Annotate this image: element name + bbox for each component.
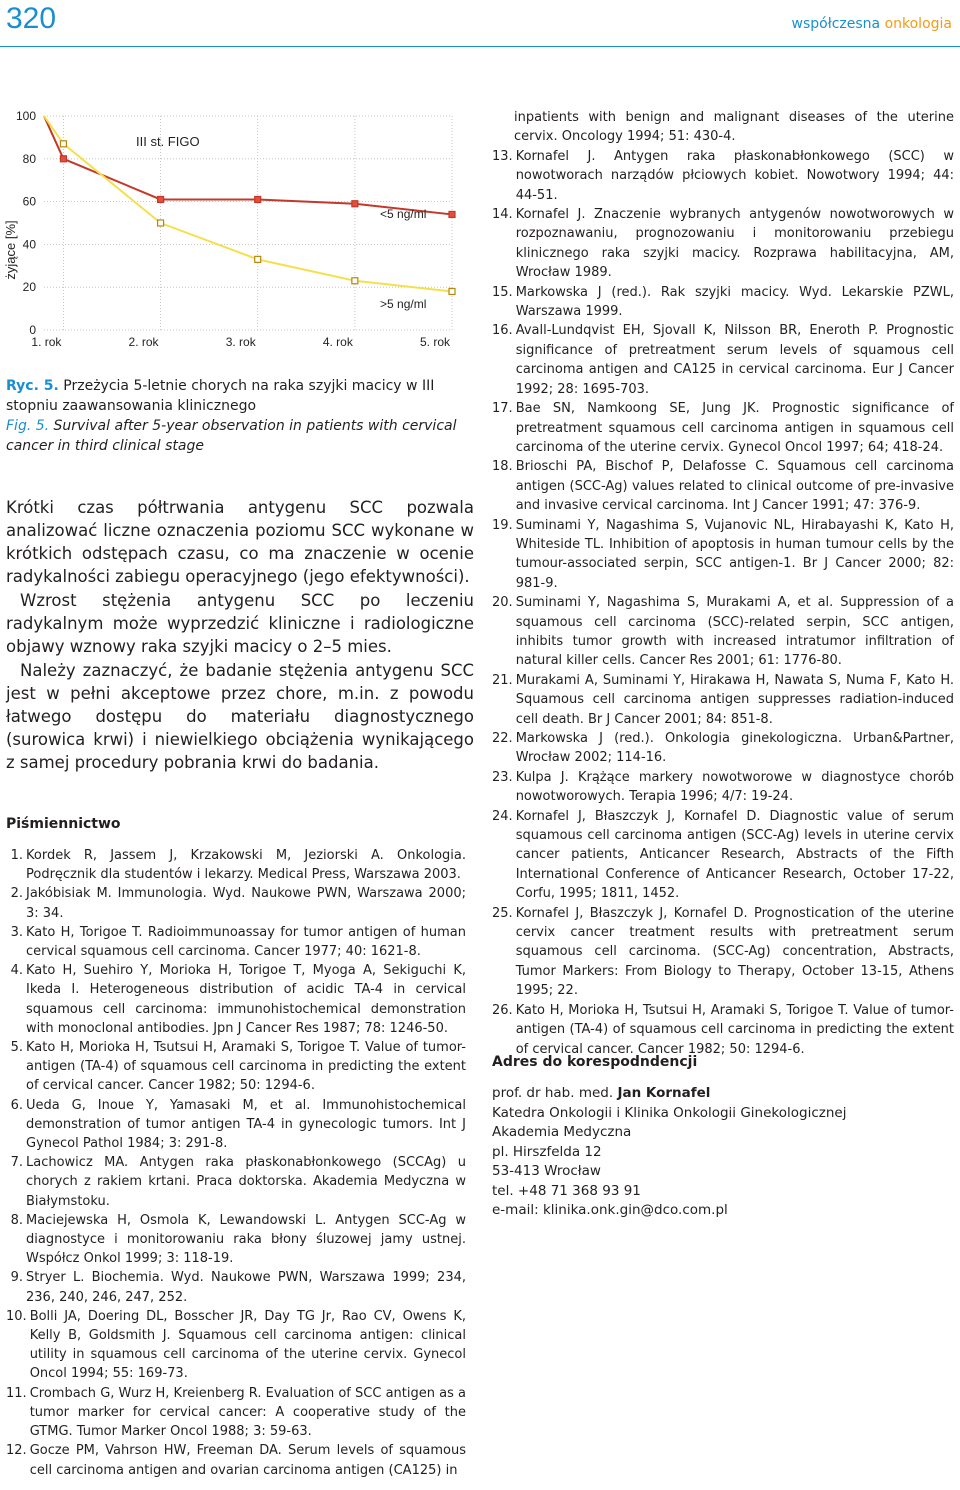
body-text [6, 496, 474, 775]
reference-item [6, 1038, 466, 1096]
journal-title [792, 16, 952, 32]
reference-item [492, 1001, 954, 1059]
reference-text: Kordek R, Jassem J, Krzakowski M, Jeziorski A. Onkologia. Podręcznik dla studentów i lekarzy. Medical Press, Warszawa 2003. [26, 848, 466, 883]
reference-item [492, 516, 954, 594]
reference-item [6, 1211, 466, 1269]
x-tick-label: 4. rok [322, 335, 353, 349]
series-point-1 [352, 278, 358, 284]
x-tick-label: 1. rok [31, 335, 62, 349]
reference-item [6, 1441, 466, 1479]
y-tick-label: 80 [22, 151, 36, 166]
survival-chart [0, 100, 475, 360]
address-line-1: Katedra Onkologii i Klinika Onkologii Ginekologicznej [492, 1104, 847, 1121]
reference-text: Bolli JA, Doering DL, Bosscher JR, Day TG Jr, Rao CV, Owens K, Kelly B, Goldsmith J. Squamous cell carcinoma antigen: clinical utility in squamous cell carcinoma of the uterine cervix. Gynecol Oncol 1994; 55: 169-73. [29, 1308, 466, 1382]
y-tick-label: 40 [22, 237, 36, 252]
reference-number: 22. [492, 731, 513, 746]
reference-item [6, 923, 466, 961]
reference-number: 23. [492, 769, 513, 785]
x-tick-label: 3. rok [225, 335, 256, 349]
reference-number: 1. [10, 848, 23, 863]
series-point-1 [158, 220, 164, 226]
reference-text: Crombach G, Wurz H, Kreienberg R. Evaluation of SCC antigen as a tumor marker for cervical cancer: A cooperative study of the GTMG. Tumor Marker Oncol 1988; 3: 59-63. [29, 1385, 466, 1440]
reference-number: 18. [492, 459, 513, 475]
y-tick-label: 20 [22, 280, 36, 295]
reference-text: Murakami A, Suminami Y, Hirakawa H, Nawata S, Numa F, Kato H. Squamous cell carcinoma antigen suppresses radiation-induced cell death. Br J Cancer 2001; 84: 851-8. [515, 672, 954, 727]
reference-number: 11. [6, 1385, 27, 1401]
reference-text: Markowska J (red.). Onkologia ginekologiczna. Urban&Partner, Wrocław 2002; 114-16. [515, 731, 954, 766]
reference-item [492, 108, 954, 147]
series-point-0 [60, 156, 66, 162]
journal-accent: onkologia [884, 16, 952, 32]
reference-number: 13. [492, 148, 513, 164]
address-email[interactable]: e-mail: klinika.onk.gin@dco.com.pl [492, 1202, 728, 1218]
reference-item [492, 205, 954, 283]
series-line-0 [44, 116, 452, 214]
references-left-column [6, 846, 466, 1480]
address-line-3: pl. Hirszfelda 12 [492, 1143, 602, 1160]
reference-text: Suminami Y, Nagashima S, Vujanovic NL, Hirabayashi K, Kato H, Whiteside TL. Inhibition of apoptosis in human tumour cells by the tumour-associated serpin, SCC antigen-1. Br J Cancer 2000; 82: 981-9. [515, 517, 954, 591]
page-number: 320 [6, 2, 57, 35]
chart-axes [16, 109, 451, 349]
caption-pl-text: Przeżycia 5-letnie chorych na raka szyjki macicy w III stopniu zaawansowania klinicznego [6, 378, 435, 414]
reference-text: inpatients with benign and malignant diseases of the uterine cervix. Oncology 1994; 51: 430-4. [514, 110, 954, 145]
reference-text: Kornafel J, Błaszczyk J, Kornafel D. Diagnostic value of serum squamous cell carcinoma antigen (SCC-Ag) levels in uterine cervix cancer patients, Anticancer Research, Abstracts of the Fifth International Conference of Anticancer Research, October 17-22, Corfu, 1995; 1811, 1452. [515, 808, 954, 902]
reference-text: Kato H, Morioka H, Tsutsui H, Aramaki S, Torigoe T. Value of tumor-antigen (TA-4) of squamous cell carcinoma in predicting the extent of cervical cancer. Cancer 1982; 50: 1294-6. [515, 1002, 954, 1057]
reference-item [6, 1307, 466, 1384]
reference-text: Lachowicz MA. Antygen raka płaskonabłonkowego (SCCAg) u chorych z rakiem krtani. Praca doktorska. Akademia Medyczna w Białymstoku. [26, 1155, 466, 1209]
series-point-1 [255, 256, 261, 262]
y-tick-label: 0 [29, 323, 36, 337]
reference-item [492, 457, 954, 515]
reference-text: Jakóbisiak M. Immunologia. Wyd. Naukowe PWN, Warszawa 2000; 3: 34. [26, 886, 466, 921]
reference-number: 17. [492, 401, 513, 417]
reference-number: 15. [492, 284, 513, 300]
chart-ylabel: żyjące [%] [3, 220, 18, 280]
reference-number: 3. [10, 924, 23, 940]
chart-title: III st. FIGO [136, 134, 200, 149]
reference-item [492, 904, 954, 1001]
reference-item [492, 321, 954, 399]
address-name-line [492, 1084, 952, 1104]
reference-number: 4. [10, 963, 23, 979]
reference-number: 24. [492, 808, 513, 824]
series-line-1 [44, 116, 452, 291]
reference-text: Kato H, Torigoe T. Radioimmunoassay for tumor antigen of human cervical squamous cell carcinoma. Cancer 1977; 40: 1621-8. [26, 924, 466, 960]
reference-item [492, 807, 954, 904]
y-tick-label: 100 [15, 109, 36, 123]
reference-text: Markowska J (red.). Rak szyjki macicy. Wyd. Lekarskie PZWL, Warszawa 1999. [515, 284, 954, 320]
y-tick-label: 60 [22, 194, 36, 209]
body-paragraph-2: Wzrost stężenia antygenu SCC po leczeniu radykalnym może wyprzedzić kliniczne i radiologiczne objawy wznowy raka szyjki macicy o 2–5 mies. [6, 591, 474, 656]
series-point-1 [449, 288, 455, 294]
reference-item [492, 283, 954, 322]
reference-number: 26. [492, 1002, 513, 1018]
reference-item [6, 961, 466, 1038]
series-point-0 [158, 196, 164, 202]
reference-text: Kulpa J. Krążące markery nowotworowe w diagnostyce chorób nowotworowych. Terapia 1996; 4/7: 19-24. [515, 769, 954, 805]
reference-text: Gocze PM, Vahrson HW, Freeman DA. Serum levels of squamous cell carcinoma antigen and ovarian carcinoma antigen (CA125) in [29, 1443, 466, 1478]
reference-number: 5. [10, 1040, 23, 1056]
reference-text: Brioschi PA, Bischof P, Delafosse C. Squamous cell carcinoma antigen (SCC-Ag) values related to clinical outcome of pre-invasive and invasive cervical carcinoma. Int J Cancer 1991; 47: 376-9. [515, 459, 954, 514]
address-phone: tel. +48 71 368 93 91 [492, 1182, 641, 1199]
reference-item [492, 729, 954, 768]
reference-text: Stryer L. Biochemia. Wyd. Naukowe PWN, Warszawa 1999; 234, 236, 240, 246, 247, 252. [26, 1270, 466, 1305]
reference-number: 25. [492, 905, 513, 921]
reference-item [6, 1153, 466, 1211]
reference-item [6, 884, 466, 922]
series-point-1 [60, 141, 66, 147]
address-block [492, 1084, 952, 1221]
reference-number: 10. [6, 1308, 27, 1324]
series-point-0 [352, 201, 358, 207]
legend-label-above-5: >5 ng/ml [380, 297, 427, 311]
address-title-prefix: prof. dr hab. med. [492, 1085, 618, 1101]
reference-number: 9. [10, 1270, 23, 1286]
reference-number: 20. [492, 595, 513, 611]
reference-item [6, 1384, 466, 1442]
reference-number: 2. [10, 886, 23, 902]
reference-text: Suminami Y, Nagashima S, Murakami A, et al. Suppression of a squamous cell carcinoma (SCC)-related serpin, SCC antigen, inhibits tumor growth with increased intratumor infiltration of natural killer cells. Cancer Res 2001; 61: 1776-80. [515, 595, 954, 669]
reference-number: 8. [10, 1212, 23, 1228]
reference-text: Kornafel J. Znaczenie wybranych antygenów nowotworowych w rozpoznawaniu, prognozowaniu i monitorowaniu przebiegu klinicznego raka szyjki macicy. Rozprawa habilitacyjna, AM, Wrocław 1989. [515, 207, 954, 281]
reference-text: Kornafel J. Antygen raka płaskonabłonkowego (SCC) w nowotworach narządów płciowych kobiet. Nowotwory 1994; 44: 44-51. [515, 148, 954, 203]
address-heading: Adres do korespodndencji [492, 1054, 698, 1070]
caption-polish [6, 376, 476, 416]
caption-en-text: Survival after 5-year observation in patients with cervical cancer in third clinical stage [6, 418, 457, 454]
reference-item [492, 399, 954, 457]
address-line-2: Akademia Medyczna [492, 1124, 632, 1140]
address-name: Jan Kornafel [617, 1085, 711, 1101]
reference-item [6, 1268, 466, 1306]
chart-series [44, 116, 455, 294]
x-tick-label: 5. rok [419, 335, 450, 349]
reference-number: 19. [492, 517, 513, 533]
series-point-0 [255, 196, 261, 202]
reference-text: Avall-Lundqvist EH, Sjovall K, Nilsson BR, Eneroth P. Prognostic significance of pretreatment serum levels of squamous cell carcinoma antigen and CA125 in cervical carcinoma. Eur J Cancer 1992; 28: 1695-703. [515, 323, 954, 397]
reference-number: 7. [10, 1155, 23, 1171]
series-point-0 [449, 211, 455, 217]
x-tick-label: 2. rok [128, 335, 159, 349]
reference-text: Kato H, Morioka H, Tsutsui H, Aramaki S, Torigoe T. Value of tumor-antigen (TA-4) of squamous cell carcinoma in predicting the extent of cervical cancer. Cancer 1982; 50: 1294-6. [26, 1040, 466, 1094]
figure-caption [6, 376, 476, 456]
reference-number [492, 108, 514, 147]
legend-label-below-5: <5 ng/ml [380, 207, 427, 221]
reference-text: Ueda G, Inoue Y, Yamasaki M, et al. Immunohistochemical demonstration of tumor antigen TA-4 in gynecologic tumors. Int J Gynecol Pathol 1984; 3: 291-8. [26, 1097, 466, 1152]
reference-item [492, 671, 954, 729]
reference-item [492, 768, 954, 807]
journal-prefix: współczesna [791, 16, 885, 32]
reference-item [6, 1096, 466, 1154]
caption-pl-label: Ryc. 5. [6, 378, 59, 394]
references-heading: Piśmiennictwo [6, 816, 121, 832]
references-right-column [492, 108, 954, 1059]
address-line-4: 53-413 Wrocław [492, 1163, 601, 1179]
body-paragraph-3: Należy zaznaczyć, że badanie stężenia antygenu SCC jest w pełni akceptowe przez chore, m.in. z powodu łatwego dostępu do materiału diagnostycznego (surowica krwi) i niewielkiego obciążenia wynikającego z samej procedury pobrania krwi do badania. [6, 661, 474, 772]
reference-number: 6. [10, 1097, 23, 1113]
header-rule [0, 46, 960, 47]
reference-text: Kato H, Suehiro Y, Morioka H, Torigoe T, Myoga A, Sekiguchi K, Ikeda I. Heterogeneous distribution of acidic TA-4 in cervical squamous cell carcinoma: immunohistochemical demonstration with monoclonal antibodies. Jpn J Cancer Res 1987; 78: 1246-50. [26, 963, 466, 1036]
reference-item [492, 147, 954, 205]
reference-number: 16. [492, 323, 513, 339]
reference-text: Maciejewska H, Osmola K, Lewandowski L. Antygen SCC-Ag w diagnostyce i monitorowaniu raka błony śluzowej jamy ustnej. Współcz Onkol 1999; 3: 118-19. [26, 1212, 466, 1267]
reference-text: Bae SN, Namkoong SE, Jung JK. Prognostic significance of pretreatment squamous cell carcinoma antigen in squamous cell carcinoma of the uterine cervix. Gynecol Oncol 1997; 64; 418-24. [515, 401, 954, 455]
reference-number: 12. [6, 1443, 27, 1459]
body-paragraph-1: Krótki czas półtrwania antygenu SCC pozwala analizować liczne oznaczenia poziomu SCC wykonane w krótkich odstępach czasu, co ma znaczenie w ocenie radykalności zabiegu operacyjnego (jego efektywności). [6, 498, 474, 586]
reference-number: 14. [492, 207, 513, 223]
reference-number: 21. [492, 672, 513, 688]
reference-item [492, 593, 954, 671]
reference-item [6, 846, 466, 884]
caption-en-label: Fig. 5. [6, 418, 50, 434]
caption-english [6, 416, 476, 456]
reference-text: Kornafel J, Błaszczyk J, Kornafel D. Prognostication of the uterine cervix cancer treatment results with pretreatment serum squamous cell carcinoma. (SCC-Ag) concentration, Abstracts, Tumor Markers: From Biology to Therapy, October 13-15, Athens 1995; 22. [515, 905, 954, 999]
